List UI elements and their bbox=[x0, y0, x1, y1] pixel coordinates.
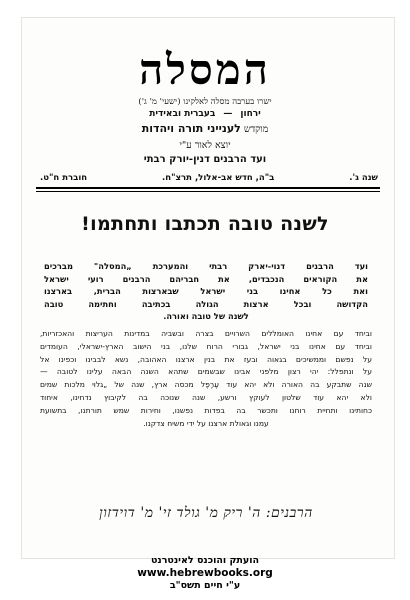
body-line: כחותינו ותחיית רוחנו ותכשר בה בפדות נפשנו, וחירות שמש תורתנו, בתשועת bbox=[40, 405, 372, 415]
dedication-subject: לענייני תורה ויהדות bbox=[141, 122, 241, 135]
publisher-name: ועד הרבנים דנין-יורק רבתי bbox=[143, 154, 267, 165]
scan-credit bbox=[0, 555, 410, 592]
credit-digitizer: ע"י חיים תשס"ב bbox=[169, 580, 241, 591]
new-year-greeting: לשנה טובה תכתבו ותחתמו! bbox=[81, 213, 329, 235]
body-line: וביחד עם אחינו בני ישראל, גבורי הרוח שלנו, בני הישוב הארץ-ישראלי, העומדים bbox=[40, 341, 372, 351]
frequency-label: ירחון bbox=[240, 109, 261, 119]
body-line: שנה שתבקע בה האורה ולא יהא עוד עֶרֶפֶל מכסה ארץ, שנה של „גלוי מלכות שמים bbox=[40, 380, 372, 390]
intro-line: ואת כל אחינו בני ישראל שבארצות הברית, בארצנו bbox=[44, 286, 368, 296]
handwritten-signatures: הרבנים: ה' ריק מ' גולד זי' מ' דוידזון bbox=[99, 505, 313, 521]
credit-line: הועתק והוכנס לאינטרנט bbox=[150, 555, 260, 566]
issue-info-row bbox=[40, 172, 378, 184]
issue-year: שנה ג'. bbox=[349, 173, 378, 183]
intro-line: לשנה של טובה ואורה. bbox=[163, 311, 249, 321]
body-line: על נפשם וממשיכים בגאוה ובעז את בנין ארצנו האהובה, נשא לבבינו וכפינו אל bbox=[40, 354, 372, 364]
dedication-line bbox=[0, 122, 410, 137]
body-line: עמנו וגאולת ארצנו על ידי משיח צדקנו. bbox=[143, 418, 269, 428]
intro-line: ועד הרבנים דנוי-יארק רבתי והמערכת „המסלה" מברכים bbox=[44, 261, 368, 271]
issue-number: חוברת ח"ט. bbox=[40, 173, 88, 183]
divider-thick bbox=[36, 187, 380, 189]
body-line: על ונתפלל: יהי רצון מלפני אבינו שבשמים שתהא השנה הבאה עלינו לטובה — bbox=[40, 367, 372, 377]
publisher-line: יוצא לאור ע"י bbox=[179, 140, 231, 151]
body-line: וביחד עם אחינו האומללים השרויים בצרה ובשביה במדינות העריצות והאכזריות, bbox=[40, 329, 372, 338]
languages-label: בעברית ובאידית bbox=[149, 109, 216, 119]
masthead bbox=[0, 45, 410, 167]
body-paragraph bbox=[40, 328, 372, 430]
tagline: ישרו בערבה מסלה לאלקינו (ישעי' מ' ג') bbox=[138, 97, 272, 107]
separator-dash: — bbox=[223, 109, 233, 119]
journal-title: המסלה bbox=[139, 45, 271, 94]
dedication-prefix: מוקדש bbox=[243, 124, 269, 135]
body-line: ולא יהא עוד שלטון לעוקץ ורשע, שנה שנוכה בה לקיבוץ נדחינו, איחוד bbox=[40, 392, 372, 402]
languages-line bbox=[0, 108, 410, 121]
divider-thin bbox=[36, 191, 380, 192]
credit-website: www.hebrewbooks.org bbox=[137, 567, 273, 579]
intro-paragraph bbox=[44, 260, 368, 323]
intro-line: הקדושה ובכל ארצות הגולה בכתיבה וחתימה טובה bbox=[44, 298, 368, 309]
issue-date: ב"ה, חדש אב-אלול, תרצ"ח. bbox=[162, 173, 275, 183]
intro-line: את הקוראים הנכבדים, את חבריהם הרבנים רועי ישראל bbox=[44, 273, 368, 284]
